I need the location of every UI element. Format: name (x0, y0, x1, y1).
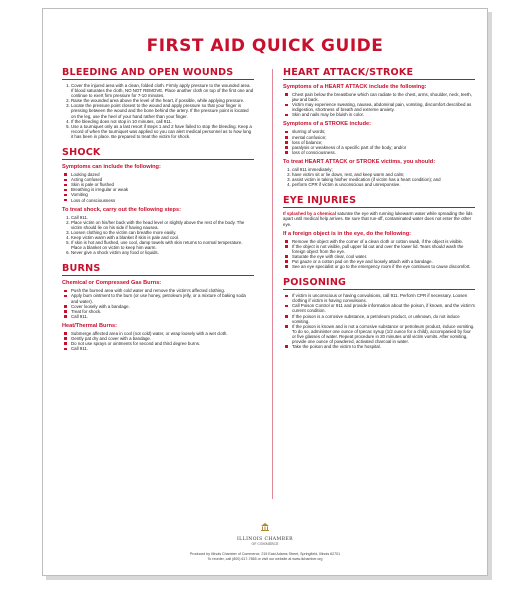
list-item: 5. If skin is hot and flushed, use cool, damp towels with skin returns to normal temperature. Place a blanket on victim to keep him warm. (71, 240, 254, 250)
thermal-burns-heading: Heat/Thermal Burns: (62, 322, 118, 329)
heart-stroke-heading: HEART ATTACK/STROKE (283, 67, 475, 80)
chemical-burns-heading: Chemical or Compressed Gas Burns: (62, 280, 162, 287)
footer (43, 519, 487, 562)
list-item: Gently pat dry and cover with a bandage. (71, 336, 254, 341)
list-item: If the poison is known and is not a corrosive substance or petroleum product, induce vomiting. To do so, administer one ounce of Ipecac syrup (1/2 ounce for a child), accompanied by four or five glasses of water. Repeat procedure in 20 minutes until victim vomits. After vomiting, provide one ounce of powdered, activated charcoal in water. (292, 323, 475, 344)
shock-symptoms (62, 172, 254, 203)
poisoning-heading: POISONING (283, 277, 475, 290)
list-item: 1. Cover the injured area with a clean, folded cloth. Firmly apply pressure to the wounded area. If blood saturates the cloth, NO NOT REMOVE. Place another cloth on top of the first one and continue to exert firm pressure for 7-10 minutes. (71, 83, 254, 98)
burns-heading: BURNS (62, 263, 254, 276)
heading-text: include the following: (367, 84, 427, 90)
shock-steps (62, 215, 254, 256)
list-item: If the poison is a corrosive substance, a petroleum product, or unknown, do not induce vomiting. (292, 314, 475, 324)
list-item: See an eye specialist or go to the emergency room if the eye continues to cause discomfort. (292, 264, 475, 269)
heading-text: or (347, 158, 357, 165)
stroke-symptoms-heading (283, 121, 475, 127)
list-item: 4. If the bleeding does not stop in 10 minutes, call 911. (71, 119, 254, 124)
list-item: Remove the object with the corner of a clean cloth or cotton swab, if the object is visible. (292, 239, 475, 244)
list-item: 3. assist victim in taking his/her medication (if victim has a heart condition); and (292, 177, 475, 182)
list-item: If the object is not visible, pull upper lid out and over the lower lid. Tears should wash the foreign object from the eye. (292, 244, 475, 254)
footer-reorder: To reorder, call (800) 617-7865 or visit our website at www.ilchamber.org (207, 557, 323, 561)
organization-name: ILLINOIS CHAMBER (236, 537, 294, 542)
list-item: If victim is unconscious or having convulsions, call 911. Perform CPR if necessary. Loosen clothing if victim is having convulsions. (292, 293, 475, 303)
list-item: Breathing is irregular or weak (71, 187, 254, 192)
list-item: Call 911. (71, 314, 254, 319)
heart-attack-symptoms (283, 92, 475, 117)
footer-address: Produced by Illinois Chamber of Commerce, 215 East Adams Street, Springfield, Illinois 62701 (189, 552, 341, 556)
first-aid-poster (42, 8, 488, 576)
heart-stroke-treat-heading (283, 159, 475, 165)
chemical-burns-list (62, 288, 254, 319)
list-item: loss of balance; (292, 140, 475, 145)
heading-keyword: HEART ATTACK (324, 84, 368, 90)
heading-text: include: (347, 121, 371, 128)
thermal-burns-list (62, 331, 254, 351)
list-item: 3. Loosen clothing so the victim can breathe more easily. (71, 230, 254, 235)
chamber-logo-icon (259, 522, 271, 532)
list-item: 1. Call 911. (71, 215, 254, 220)
heading-keyword: STROKE (324, 121, 348, 128)
list-item: 6. Never give a shock victim any food or liquids. (71, 250, 254, 255)
list-item: 2. Raise the wounded area above the level of the heart, if possible, while applying pressure. (71, 98, 254, 103)
foreign-object-list (283, 239, 475, 270)
eye-injuries-heading: EYE INJURIES (283, 195, 475, 208)
eye-injuries-section (283, 195, 475, 269)
list-item: Skin is pale or flushed (71, 182, 254, 187)
bleeding-section (62, 67, 254, 139)
heart-stroke-section (283, 67, 475, 187)
list-item: Chest pain below the breastbone which can radiate to the chest, arms, shoulder, neck, teeth, jaw and back. (292, 92, 475, 102)
chemical-splash-text (283, 211, 475, 226)
list-item: Treat for shock. (71, 309, 254, 314)
list-item: Push the burned area with cold water and remove the victim's affected clothing. (71, 288, 254, 293)
shock-symptoms-heading: Symptoms can include the following: (62, 164, 161, 171)
stroke-symptoms (283, 129, 475, 154)
list-item: Skin and nails may be bluish in color. (292, 112, 475, 117)
list-item: 4. perform CPR if victim is unconscious and unresponsive. (292, 182, 475, 187)
left-column (62, 67, 254, 359)
shock-treat-heading: To treat shock, carry out the following steps: (62, 206, 181, 213)
list-item: Cover loosely with a bandage. (71, 304, 254, 309)
heart-attack-symptoms-heading (283, 84, 475, 90)
list-item: paralysis or weakness of a specific part of the body; and/or (292, 145, 475, 150)
page-title: FIRST AID QUICK GUIDE (146, 36, 384, 56)
heading-text: To treat (283, 158, 305, 165)
poisoning-section (283, 277, 475, 349)
heart-stroke-steps (283, 167, 475, 187)
right-column (283, 67, 475, 357)
list-item: Do not use sprays or ointments for second and third degree burns. (71, 341, 254, 346)
poisoning-list (283, 293, 475, 349)
list-item: Loss of consciousness (71, 198, 254, 203)
foreign-object-heading: If a foreign object is in the eye, do the following: (283, 230, 412, 237)
list-item: 2. Place victim on his/her back with the head level or slightly above the rest of the body. The victim should lie on his side if having nausea. (71, 220, 254, 230)
bleeding-steps (62, 83, 254, 139)
organization-subtitle: OF COMMERCE (251, 542, 279, 546)
list-item: 3. Locate the pressure point closest to the wound and apply pressure so that your finger is pressing between the wound and the bone behind the artery. If the pressure point is located on the leg, use the heel of your hand rather than your finger. (71, 103, 254, 118)
list-item: 1. call 911 immediately; (292, 167, 475, 172)
list-item: Take the poison and the victim to the hospital. (292, 344, 475, 349)
list-item: Vomiting (71, 192, 254, 197)
burns-section (62, 263, 254, 351)
heading-text: Symptoms of a (283, 121, 325, 128)
heading-keyword: HEART ATTACK (304, 158, 348, 165)
heading-text: victims, you should: (379, 158, 436, 165)
list-item: Call Poison Control or 911 and provide information about the poison, if known, and the victim's current condition. (292, 303, 475, 314)
list-item: Saturate the eye with clear, cool water. (292, 254, 475, 259)
column-divider (272, 69, 273, 499)
list-item: Apply burn ointment to the burn (or use honey, petroleum jelly, or a mixture of baking soda and water). (71, 293, 254, 303)
shock-section (62, 147, 254, 255)
list-item: 2. have victim sit or lie down, rest, and keep warm and calm; (292, 172, 475, 177)
shock-heading: SHOCK (62, 147, 254, 160)
chemical-splash-keyword: If splashed by a chemical (283, 211, 336, 217)
list-item: 5. Use a tourniquet only as a last resort if steps 1 and 2 have failed to stop the bleeding. Keep a record of when the tourniquet was applied so you can alert medical personnel as to how long it has been in place. Be prepared to treat the victim for shock. (71, 124, 254, 139)
bleeding-heading: BLEEDING AND OPEN WOUNDS (62, 67, 254, 80)
list-item: slurring of words; (292, 129, 475, 134)
list-item: Victim may experience sweating, nausea, abdominal pain, vomiting, discomfort described as indigestion, shortness of breath and extreme anxiety. (292, 102, 475, 112)
list-item: 4. Keep victim warm with a blanket if skin is pale and cool. (71, 235, 254, 240)
list-item: Acting confused (71, 177, 254, 182)
heading-text: Symptoms of a (283, 84, 325, 90)
list-item: Call 911. (71, 346, 254, 351)
heading-keyword: STROKE (356, 158, 380, 165)
list-item: Submerge affected area in cool (not cold) water, or wrap loosely with a wet cloth. (71, 331, 254, 336)
chemical-splash-body: saturate the eye with running lukewarm water while spreading the lids apart until medical help arrives. Be sure that run-off, contaminated water does not enter the other eye. (283, 211, 473, 227)
list-item: loss of consciousness. (292, 150, 475, 155)
list-item: mental confusion; (292, 135, 475, 140)
list-item: Looking dazed (71, 172, 254, 177)
list-item: Put gauze or a cotton pad on the eye and loosely attach with a bandage. (292, 259, 475, 264)
